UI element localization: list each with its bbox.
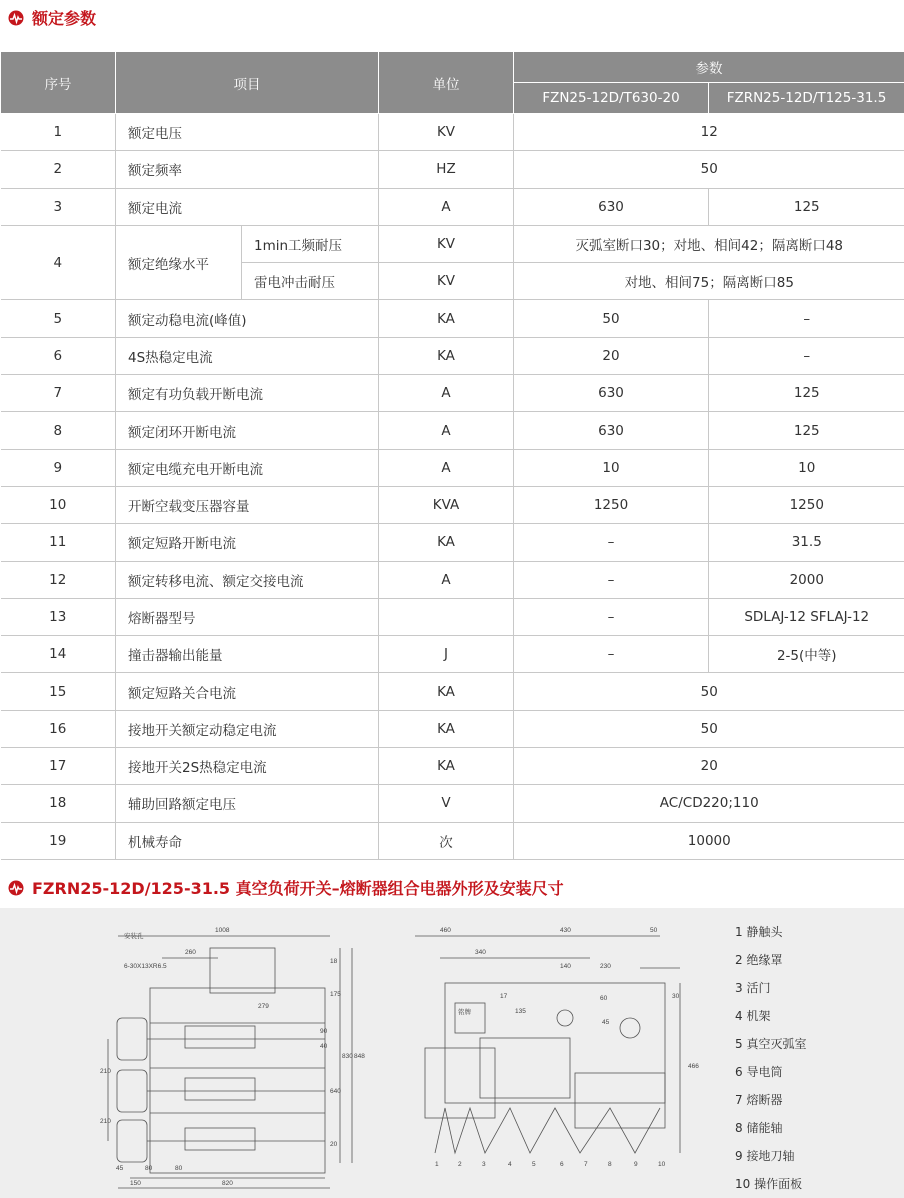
table-row <box>1 151 904 188</box>
cell-value-model-1: 630 <box>514 412 709 449</box>
dimension-label: 18 <box>330 958 338 965</box>
dimension-label: 640 <box>330 1088 341 1095</box>
cell-unit: J <box>379 636 514 673</box>
table-row <box>1 337 904 374</box>
header-model-1: FZN25-12D/T630-20 <box>514 83 709 114</box>
cell-value-model-1: – <box>514 524 709 561</box>
cell-unit: KV <box>379 263 514 300</box>
cell-value-model-2: 10 <box>709 449 904 486</box>
dimension-label: 175 <box>330 991 341 998</box>
dimension-label: 430 <box>560 927 571 934</box>
cell-item: 辅助回路额定电压 <box>116 785 379 822</box>
dimension-label: 铭牌 <box>458 1009 471 1016</box>
legend-item: 1 静触头 <box>735 925 783 939</box>
cell-value-model-2: 2-5(中等) <box>709 636 904 673</box>
spec-table <box>0 51 904 860</box>
cell-no: 13 <box>1 598 116 635</box>
cell-unit: KA <box>379 337 514 374</box>
cell-no: 16 <box>1 710 116 747</box>
cell-value-model-2: 1250 <box>709 486 904 523</box>
cell-value: 50 <box>514 673 904 710</box>
table-row <box>1 636 904 673</box>
table-row <box>1 300 904 337</box>
dimension-label: 90 <box>320 1028 328 1035</box>
cell-item: 熔断器型号 <box>116 598 379 635</box>
cell-value: 50 <box>514 151 904 188</box>
cell-subitem: 1min工频耐压 <box>242 225 379 262</box>
dimension-label: 340 <box>475 949 486 956</box>
cell-no: 1 <box>1 114 116 151</box>
header-params: 参数 <box>514 52 904 83</box>
dimension-label: 140 <box>560 963 571 970</box>
cell-unit: A <box>379 449 514 486</box>
cell-value-model-1: 630 <box>514 188 709 225</box>
dimension-label: 60 <box>600 995 608 1002</box>
cell-no: 11 <box>1 524 116 561</box>
dimension-label: 210 <box>100 1068 111 1075</box>
cell-no: 18 <box>1 785 116 822</box>
cell-value-model-1: 50 <box>514 300 709 337</box>
table-row <box>1 785 904 822</box>
cell-unit: KV <box>379 225 514 262</box>
table-row <box>1 225 904 262</box>
section-title-text: 额定参数 <box>32 9 97 28</box>
cell-value-model-1: 630 <box>514 375 709 412</box>
cell-item: 开断空载变压器容量 <box>116 486 379 523</box>
cell-value: 对地、相间75；隔离断口85 <box>514 263 904 300</box>
cell-item: 额定电缆充电开断电流 <box>116 449 379 486</box>
cell-item: 机械寿命 <box>116 822 379 859</box>
pulse-icon <box>8 10 24 26</box>
cell-no: 14 <box>1 636 116 673</box>
dimension-label: 17 <box>500 993 508 1000</box>
table-row <box>1 449 904 486</box>
dimension-label: 1008 <box>215 927 230 934</box>
legend-item: 6 导电筒 <box>735 1065 783 1079</box>
table-row <box>1 524 904 561</box>
cell-unit: A <box>379 561 514 598</box>
dimension-label: 8 <box>608 1161 612 1168</box>
cell-value-model-2: – <box>709 337 904 374</box>
dimension-label: 6 <box>560 1161 564 1168</box>
cell-unit: HZ <box>379 151 514 188</box>
cell-unit: KVA <box>379 486 514 523</box>
dimension-label: 安装孔 <box>124 933 144 940</box>
dimension-label: 1 <box>435 1161 439 1168</box>
dimension-label: 80 <box>145 1165 153 1172</box>
cell-value-model-1: 10 <box>514 449 709 486</box>
dimension-label: 260 <box>185 949 196 956</box>
dimension-label: 3 <box>482 1161 486 1168</box>
cell-unit: KV <box>379 114 514 151</box>
cell-no: 17 <box>1 748 116 785</box>
cell-value-model-2: 125 <box>709 375 904 412</box>
dimension-label: 848 <box>354 1053 365 1060</box>
cell-no: 10 <box>1 486 116 523</box>
cell-no: 9 <box>1 449 116 486</box>
dimension-label: 50 <box>650 927 658 934</box>
dimension-label: 9 <box>634 1161 638 1168</box>
dimension-label: 135 <box>515 1008 526 1015</box>
table-row <box>1 673 904 710</box>
cell-subitem: 雷电冲击耐压 <box>242 263 379 300</box>
dimension-label: 230 <box>600 963 611 970</box>
cell-unit: V <box>379 785 514 822</box>
cell-unit: A <box>379 188 514 225</box>
dimension-label: 466 <box>688 1063 699 1070</box>
cell-value-model-1: – <box>514 561 709 598</box>
dimension-label: 820 <box>222 1180 233 1187</box>
legend-item: 9 接地刀轴 <box>735 1149 795 1163</box>
dimension-label: 45 <box>602 1019 610 1026</box>
cell-item: 额定转移电流、额定交接电流 <box>116 561 379 598</box>
dimension-label: 279 <box>258 1003 269 1010</box>
cell-no: 2 <box>1 151 116 188</box>
cell-no: 3 <box>1 188 116 225</box>
table-row <box>1 598 904 635</box>
cell-no: 8 <box>1 412 116 449</box>
cell-item: 额定动稳电流(峰值) <box>116 300 379 337</box>
cell-item: 额定电流 <box>116 188 379 225</box>
cell-item: 额定有功负载开断电流 <box>116 375 379 412</box>
table-row <box>1 748 904 785</box>
header-seq: 序号 <box>1 52 116 114</box>
cell-value: 10000 <box>514 822 904 859</box>
cell-value-model-2: – <box>709 300 904 337</box>
cell-unit: 次 <box>379 822 514 859</box>
table-row <box>1 822 904 859</box>
header-model-2: FZRN25-12D/T125-31.5 <box>709 83 904 114</box>
cell-item: 额定频率 <box>116 151 379 188</box>
cell-no: 12 <box>1 561 116 598</box>
table-row <box>1 561 904 598</box>
cell-item: 额定绝缘水平 <box>116 225 242 300</box>
cell-value: 12 <box>514 114 904 151</box>
table-row <box>1 486 904 523</box>
cell-no: 4 <box>1 225 116 300</box>
legend-item: 2 绝缘罩 <box>735 953 783 967</box>
dimension-label: 830 <box>342 1053 353 1060</box>
cell-unit: KA <box>379 300 514 337</box>
table-row <box>1 188 904 225</box>
cell-unit: KA <box>379 710 514 747</box>
table-row <box>1 114 904 151</box>
cell-item: 额定电压 <box>116 114 379 151</box>
cell-value: 20 <box>514 748 904 785</box>
dimension-label: 2 <box>458 1161 462 1168</box>
drawing-legend <box>735 918 806 1198</box>
dimension-label: 45 <box>116 1165 124 1172</box>
header-item: 项目 <box>116 52 379 114</box>
dimension-label: 150 <box>130 1180 141 1187</box>
cell-unit <box>379 598 514 635</box>
cell-value-model-1: 1250 <box>514 486 709 523</box>
cell-unit: KA <box>379 524 514 561</box>
section-title-text: FZRN25-12D/125-31.5 真空负荷开关–熔断器组合电器外形及安装尺寸 <box>32 879 564 898</box>
cell-value-model-2: 31.5 <box>709 524 904 561</box>
cell-item: 接地开关额定动稳定电流 <box>116 710 379 747</box>
cell-value: 50 <box>514 710 904 747</box>
cell-unit: A <box>379 412 514 449</box>
legend-item: 4 机架 <box>735 1009 771 1023</box>
cell-value-model-2: 2000 <box>709 561 904 598</box>
dimension-label: 6-30X13XR6.5 <box>124 963 167 970</box>
cell-value: 灭弧室断口30；对地、相间42；隔离断口48 <box>514 225 904 262</box>
pulse-icon <box>8 880 24 896</box>
dimension-label: 210 <box>100 1118 111 1125</box>
section-title-rated-params <box>8 6 96 29</box>
dimension-label: 4 <box>508 1161 512 1168</box>
cell-value-model-1: – <box>514 598 709 635</box>
cell-value: AC/CD220;110 <box>514 785 904 822</box>
table-row <box>1 375 904 412</box>
cell-unit: KA <box>379 748 514 785</box>
cell-value-model-1: 20 <box>514 337 709 374</box>
cell-value-model-2: 125 <box>709 412 904 449</box>
cell-unit: A <box>379 375 514 412</box>
dimension-label: 460 <box>440 927 451 934</box>
dimension-label: 30 <box>672 993 680 1000</box>
cell-value-model-2: 125 <box>709 188 904 225</box>
cell-no: 19 <box>1 822 116 859</box>
legend-item: 7 熔断器 <box>735 1093 783 1107</box>
cell-value-model-1: – <box>514 636 709 673</box>
cell-item: 撞击器输出能量 <box>116 636 379 673</box>
cell-item: 4S热稳定电流 <box>116 337 379 374</box>
dimension-label: 20 <box>330 1141 338 1148</box>
legend-item: 5 真空灭弧室 <box>735 1037 807 1051</box>
header-unit: 单位 <box>379 52 514 114</box>
dimension-label: 40 <box>320 1043 328 1050</box>
legend-item: 3 活门 <box>735 981 771 995</box>
legend-item: 8 储能轴 <box>735 1121 783 1135</box>
dimension-label: 7 <box>584 1161 588 1168</box>
table-row <box>1 412 904 449</box>
cell-no: 6 <box>1 337 116 374</box>
section-title-dimensions <box>8 876 564 899</box>
cell-item: 额定短路开断电流 <box>116 524 379 561</box>
cell-no: 5 <box>1 300 116 337</box>
cell-item: 接地开关2S热稳定电流 <box>116 748 379 785</box>
cell-value-model-2: SDLAJ-12 SFLAJ-12 <box>709 598 904 635</box>
cell-item: 额定短路关合电流 <box>116 673 379 710</box>
table-row <box>1 710 904 747</box>
dimension-label: 10 <box>658 1161 666 1168</box>
cell-item: 额定闭环开断电流 <box>116 412 379 449</box>
dimension-label: 5 <box>532 1161 536 1168</box>
dimension-label: 80 <box>175 1165 183 1172</box>
legend-item: 10 操作面板 <box>735 1177 803 1191</box>
cell-no: 15 <box>1 673 116 710</box>
cell-unit: KA <box>379 673 514 710</box>
cell-no: 7 <box>1 375 116 412</box>
